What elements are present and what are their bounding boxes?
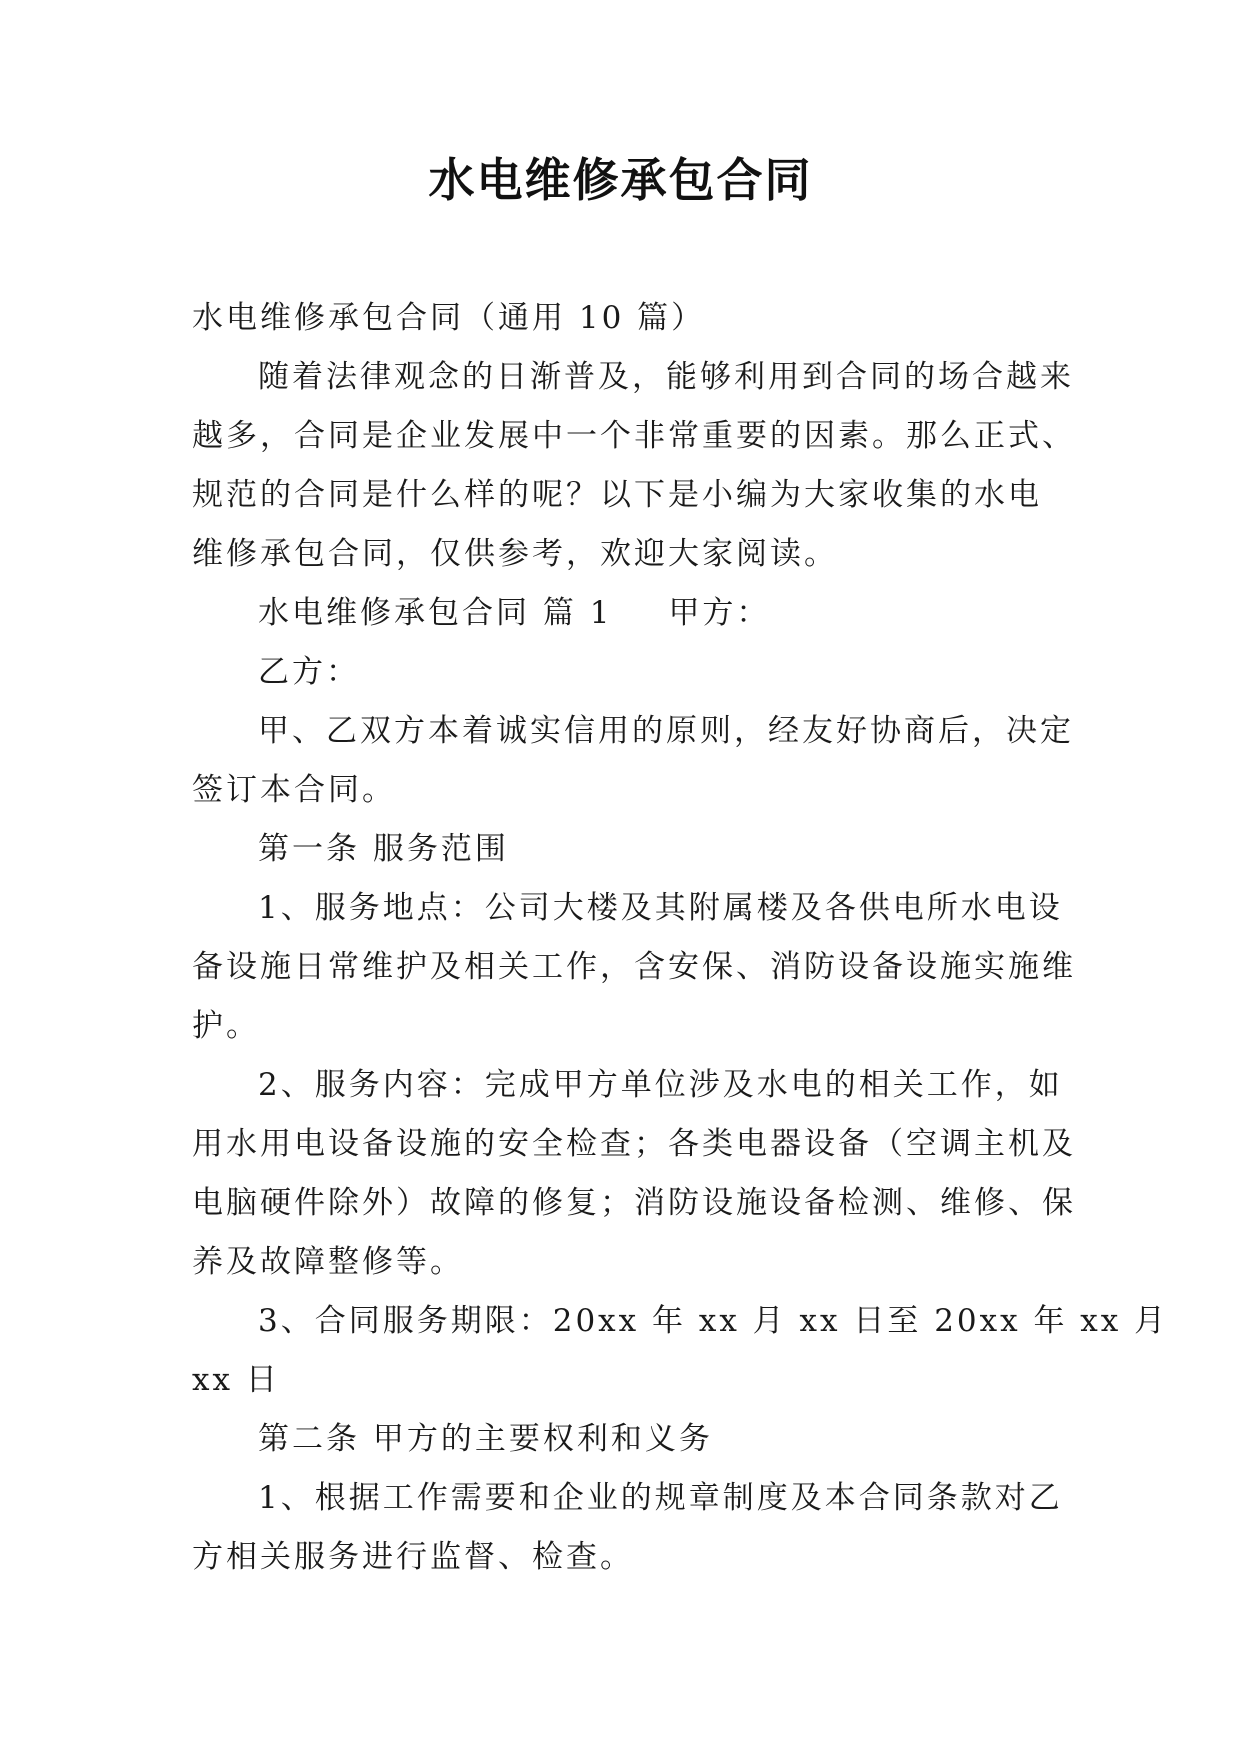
paragraph-line: 护。 [192, 1008, 260, 1044]
paragraph-line: 维修承包合同，仅供参考，欢迎大家阅读。 [192, 536, 838, 572]
paragraph-line: 1、根据工作需要和企业的规章制度及本合同条款对乙 [258, 1480, 1063, 1516]
article-heading: 第二条 甲方的主要权利和义务 [258, 1421, 713, 1457]
paragraph-line: xx 日 [192, 1362, 280, 1398]
section-heading: 水电维修承包合同 篇 1 [258, 595, 613, 631]
party-a-label: 甲方： [668, 595, 771, 631]
paragraph-line: 越多，合同是企业发展中一个非常重要的因素。那么正式、 [192, 418, 1076, 454]
paragraph-line: 随着法律观念的日渐普及，能够利用到合同的场合越来 [258, 359, 1074, 395]
paragraph-line: 方相关服务进行监督、检查。 [192, 1539, 634, 1575]
paragraph-line: 3、合同服务期限：20xx 年 xx 月 xx 日至 20xx 年 xx 月 [258, 1303, 1169, 1339]
document-body [192, 289, 1169, 1587]
paragraph-line: 2、服务内容：完成甲方单位涉及水电的相关工作，如 [258, 1067, 1063, 1103]
paragraph-line: 甲、乙双方本着诚实信用的原则，经友好协商后，决定 [258, 713, 1074, 749]
paragraph-line: 电脑硬件除外）故障的修复；消防设施设备检测、维修、保 [192, 1185, 1076, 1221]
subtitle-line: 水电维修承包合同（通用 10 篇） [192, 300, 706, 336]
document-title: 水电维修承包合同 [428, 153, 813, 207]
paragraph-line: 养及故障整修等。 [192, 1244, 464, 1280]
section-heading-line [192, 584, 1072, 643]
paragraph-line: 备设施日常维护及相关工作，含安保、消防设备设施实施维 [192, 949, 1076, 985]
paragraph-line: 规范的合同是什么样的呢？以下是小编为大家收集的水电 [192, 477, 1042, 513]
paragraph-line: 用水用电设备设施的安全检查；各类电器设备（空调主机及 [192, 1126, 1076, 1162]
paragraph-line: 1、服务地点：公司大楼及其附属楼及各供电所水电设 [258, 890, 1063, 926]
party-b-label: 乙方： [258, 654, 360, 690]
paragraph-line: 签订本合同。 [192, 772, 396, 808]
article-heading: 第一条 服务范围 [258, 831, 509, 867]
